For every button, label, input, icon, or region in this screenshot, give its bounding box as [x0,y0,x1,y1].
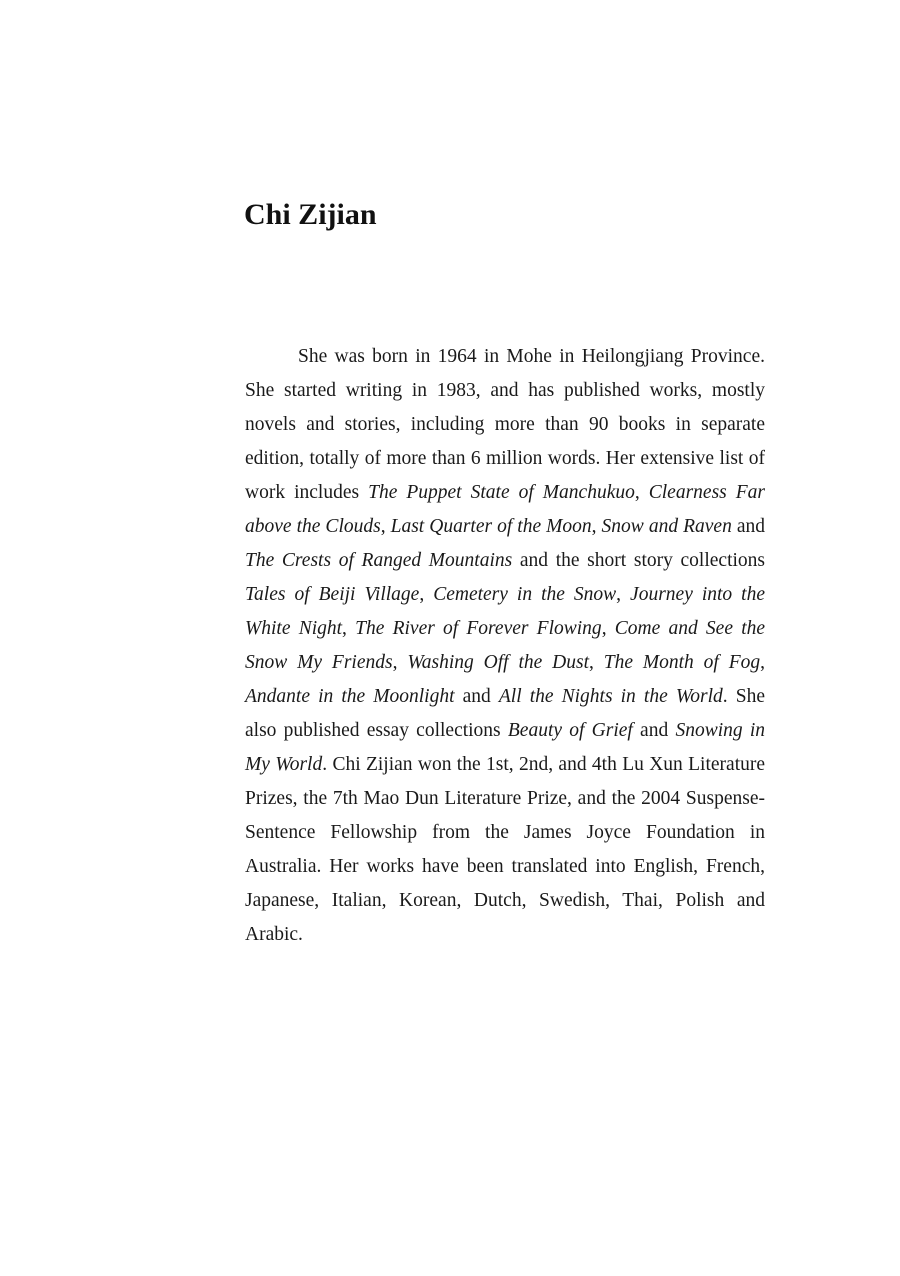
biography-paragraph [245,340,765,952]
work-title: Snow and Raven [601,516,732,537]
bio-text: , [342,618,356,639]
bio-text: and the short story collections [512,550,765,571]
bio-text: , [601,618,615,639]
page-title: Chi Zijian [244,198,377,231]
bio-text: . Chi Zijian won the 1st, 2nd, and 4th Lu Xun Literature Prizes, the 7th Mao Dun Literature Prize, and the 2004 Suspense-Sentence Fellowship from the James Joyce Foundation in Australia. Her works have been translated into English, French, Japanese, Italian, Korean, Dutch, Swedish, Thai, Polish and Arabic. [245,754,766,945]
bio-text: and [632,720,676,741]
work-title: The Puppet State of Manchukuo [368,482,635,503]
work-title: Washing Off the Dust [407,652,589,673]
work-title: Journey into the White Night [245,584,766,639]
work-title: Beauty of Grief [507,720,633,741]
bio-text: , [591,516,602,537]
bio-text: , [760,652,765,673]
work-title: The Month of Fog [603,652,761,673]
work-title: Andante in the Moonlight [245,686,455,707]
bio-text: , [616,584,631,605]
bio-text: , [419,584,434,605]
work-title: Cemetery in the Snow [433,584,617,605]
work-title: Last Quarter of the Moon [390,516,592,537]
work-title: All the Nights in the World [498,686,723,707]
work-title: Tales of Beiji Village [245,584,420,605]
bio-text: and [454,686,499,707]
work-title: Come and See the Snow My Friends [245,618,766,673]
bio-text: , [634,482,649,503]
work-title: Clearness Far above the Clouds [245,482,766,537]
bio-text: She was born in 1964 in Mohe in Heilongjiang Province. She started writing in 1983, and has published works, mostly novels and stories, including more than 90 books in separate edition, totally of more than 6 million words. Her extensive list of work includes [245,346,765,503]
bio-text: , [392,652,408,673]
work-title: The Crests of Ranged Mountains [245,550,513,571]
bio-text: , [589,652,604,673]
bio-text: and [731,516,766,537]
bio-text: . She also published essay collections [245,686,765,741]
bio-text: , [380,516,391,537]
work-title: The River of Forever Flowing [355,618,602,639]
work-title: Snowing in My World [245,720,766,775]
